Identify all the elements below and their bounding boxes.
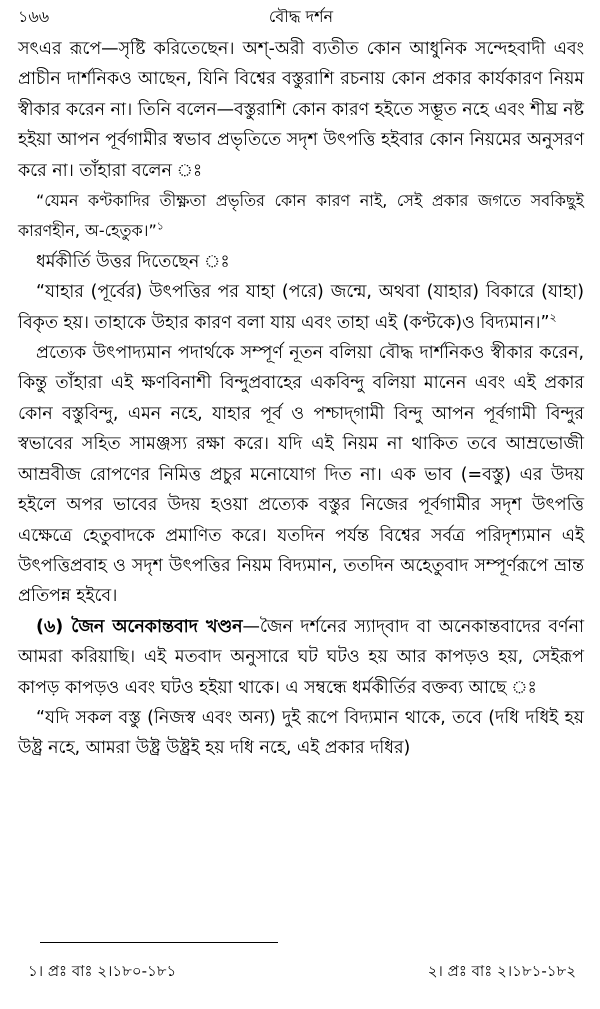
quote-1-text: “যেমন কণ্টকাদির তীক্ষ্ণতা প্রভৃতির কোন কারণ নাই, সেই প্রকার জগতে সবকিছুই কারণহীন, অ-হেতুক।” [18, 191, 584, 241]
section-heading: (৬) জৈন অনেকান্তবাদ খণ্ডন [36, 616, 243, 637]
main-text [18, 34, 584, 764]
paragraph-1: সৎএর রূপে—সৃষ্টি করিতেছেন। অশ্‌-অরী ব্যতীত কোন আধুনিক সন্দেহবাদী এবং প্রাচীন দার্শনিকও আছেন, যিনি বিশ্বের বস্তুরাশি রচনায় কোন প্রকার কার্যকারণ নিয়ম স্বীকার করেন না। তিনি বলেন—বস্তুরাশি কোন কারণ হইতে সম্ভূত নহে এবং শীঘ্র নষ্ট হইয়া আপন পূর্বগামীর স্বভাব প্রভৃতিতে সদৃশ উৎপত্তি হইবার কোন নিয়মের অনুসরণ করে না। তাঁহারা বলেন ঃ [18, 39, 584, 181]
footnote-2: ২। প্রঃ বাঃ ২।১৮১-১৮২ [427, 962, 576, 980]
footnote-1: ১। প্রঃ বাঃ ২।১৮০-১৮১ [28, 962, 177, 980]
quote-2-text: “যাহার (পূর্বের) উৎপত্তির পর যাহা (পরে) জন্মে, অথবা (যাহার) বিকারে (যাহা) বিকৃত হয়। তাহাকে উহার কারণ বলা যায় এবং তাহা এই (কণ্টকে)ও বিদ্যমান।” [18, 282, 584, 333]
running-title: বৌদ্ধ দর্শন [268, 7, 334, 26]
quote-3: “যদি সকল বস্তু (নিজস্ব এবং অন্য) দুই রূপে বিদ্যমান থাকে, তবে (দধি দধিই হয় উষ্ট্র নহে, আমরা উষ্ট্র উষ্ট্রই হয় দধি নহে, এই প্রকার দধির) [18, 707, 584, 759]
quote-1 [18, 186, 584, 247]
page-header [18, 0, 584, 34]
paragraph-2: ধর্মকীর্তি উত্তর দিতেছেন ঃ [36, 251, 230, 272]
footnote-ref-1[interactable]: ১ [156, 220, 164, 234]
paragraph-3: প্রত্যেক উৎপাদ্যমান পদার্থকে সম্পূর্ণ নূতন বলিয়া বৌদ্ধ দার্শনিকও স্বীকার করেন, কিন্তু তাঁহারা এই ক্ষণবিনাশী বিন্দুপ্রবাহের একবিন্দু বলিয়া মানেন এবং এই প্রকার কোন বস্তুবিন্দু, এমন নহে, যাহার পূর্ব ও পশ্চাদ্‌গামী বিন্দু আপন পূর্বগামী বিন্দুর স্বভাবের সহিত সামঞ্জস্য রক্ষা করে। যদি এই নিয়ম না থাকিত তবে আম্রভোজী আম্রবীজ রোপণের নিমিত্ত প্রচুর মনোযোগ দিত না। এক ভাব (=বস্তু) এর উদয় হইলে অপর ভাবের উদয় হওয়া প্রত্যেক বস্তুর নিজের পূর্বগামীর সদৃশ উৎপত্তি এক্ষেত্রে হেতুবাদকে প্রমাণিত করে। যতদিন পর্যন্ত বিশ্বের সর্বত্র পরিদৃশ্যমান এই উৎপত্তিপ্রবাহ ও সদৃশ উৎপত্তির নিয়ম বিদ্যমান, ততদিন অহেতুবাদ সম্পূর্ণরূপে ভ্রান্ত প্রতিপন্ন হইবে। [18, 343, 584, 607]
paragraph-4-text: —জৈন দর্শনের স্যাদ্‌বাদ বা অনেকান্তবাদের বর্ণনা আমরা করিয়াছি। এই মতবাদ অনুসারে ঘট ঘটও হয় আর কাপড়ও হয়, সেইরূপ কাপড় কাপড়ও এবং ঘটও হইয়া থাকে। এ সম্বন্ধে ধর্মকীর্তির বক্তব্য আছে ঃ [18, 616, 584, 698]
footnote-divider [40, 942, 278, 943]
quote-2 [18, 277, 584, 338]
footnote-ref-2[interactable]: ২ [549, 310, 557, 324]
page-number: ১৬৬ [18, 7, 50, 26]
paragraph-4 [18, 612, 584, 703]
